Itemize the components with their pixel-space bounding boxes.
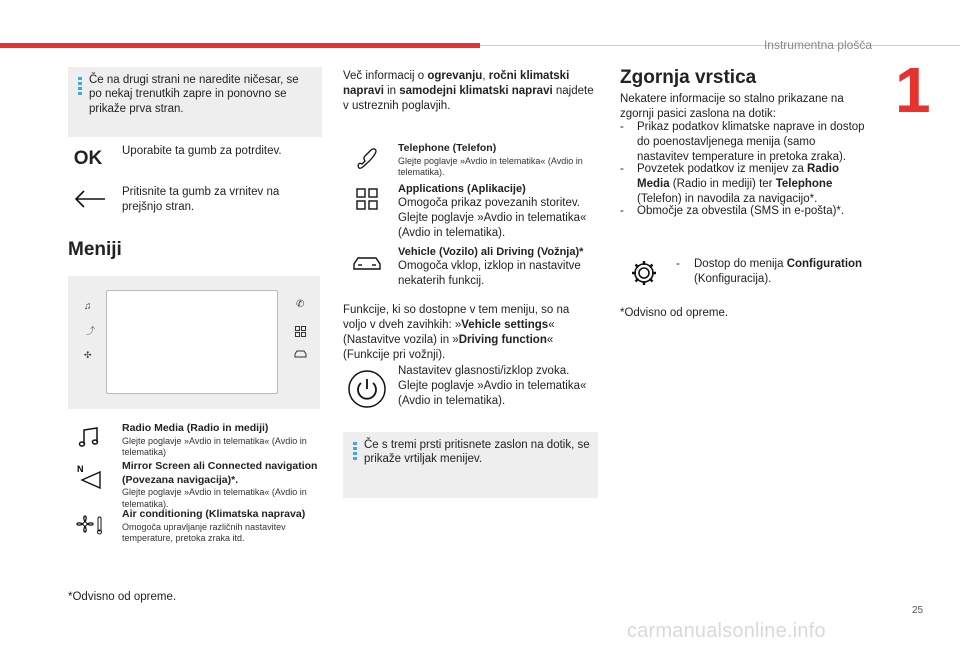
intro-paragraph: Več informacij o ogrevanju, ročni klimatski napravi in samodejni klimatski napravi najdete v ustreznih poglavjih. (343, 70, 594, 112)
car-outline-icon (350, 252, 384, 276)
fan-temperature-icon (72, 510, 106, 538)
item-title: Vehicle (Vozilo) ali Driving (Vožnja)* (398, 246, 584, 258)
menu-item-text: Glejte poglavje »Avdio in telematika« (Avdio in telematika). (122, 487, 307, 509)
info-box-left (68, 67, 322, 137)
header-grey-line (480, 45, 960, 46)
info-icon (353, 442, 357, 460)
top-bar-title: Zgornja vrstica (620, 67, 757, 88)
info-box-middle (343, 432, 598, 498)
bullet-item-2: Povzetek podatkov iz menijev za Radio Media (Radio in mediji) ter Telephone (Telefon) in navodila za navigacijo*. (637, 163, 839, 205)
back-desc: Pritisnite ta gumb za vrnitev na prejšnjo stran. (122, 186, 280, 213)
menu-item-title: Mirror Screen ali Connected navigation (Povezana navigacija)*. (122, 460, 318, 486)
menu-item-air-conditioning (122, 508, 322, 544)
menu-item-text: Glejte poglavje »Avdio in telematika« (Avdio in telematika) (122, 435, 307, 457)
apps-icon (295, 326, 306, 341)
bullet-item-3: Območje za obvestila (SMS in e-pošta)*. (637, 205, 845, 217)
functions-paragraph: Funkcije, ki so dostopne v tem meniju, so na voljo v dveh zavihkih: »Vehicle settings« (Nastavitve vozila) in »Driving function« (Funkcije pri vožnji). (343, 304, 570, 361)
phone-handset-icon (352, 146, 382, 172)
info-icon (78, 77, 82, 95)
item-telephone (398, 142, 598, 178)
top-bar-intro: Nekatere informacije so stalno prikazane na zgornji pasici zaslona na dotik: (620, 93, 844, 120)
item-text: Omogoča vklop, izklop in nastavitve nekaterih funkcij. (398, 260, 581, 288)
back-arrow-icon (72, 188, 108, 210)
bullet-item-1: Prikaz podatkov klimatske naprave in dostop do poenostavljenega menija (samo nastavitev temperature in pretoka zraka). (637, 121, 865, 163)
screen-display (106, 290, 278, 394)
phone-icon: ✆ (296, 299, 305, 310)
svg-text:N: N (77, 464, 84, 474)
config-desc: Dostop do menija Configuration (Konfiguracija). (694, 258, 863, 285)
music-icon: ♫ (84, 301, 92, 312)
info-note: Če na drugi strani ne naredite ničesar, se po nekaj trenutkih zapre in ponovno se prikaže prva stran. (89, 74, 299, 115)
bullet-dash: - (620, 121, 624, 133)
apps-grid-icon (352, 186, 382, 212)
bullet-dash: - (620, 205, 624, 217)
navigation-icon: ⤴ (86, 326, 96, 336)
menu-item-title: Air conditioning (Klimatska naprava) (122, 508, 306, 520)
music-note-icon (74, 424, 104, 450)
footnote-left: *Odvisno od opreme. (68, 591, 177, 603)
menu-item-radio (122, 422, 322, 458)
ok-desc: Uporabite ta gumb za potrditev. (122, 145, 282, 157)
item-applications (398, 182, 598, 241)
item-vehicle (398, 245, 598, 289)
item-title: Telephone (Telefon) (398, 142, 497, 154)
item-text: Omogoča prikaz povezanih storitev. Glejte poglavje »Avdio in telematika« (Avdio in telematika). (398, 197, 587, 240)
navigation-arrow-icon (74, 462, 104, 490)
watermark: carmanualsonline.info (627, 620, 826, 642)
footnote-right: *Odvisno od opreme. (620, 307, 729, 319)
menu-item-navigation (122, 460, 322, 510)
menus-title: Meniji (68, 239, 122, 260)
header-red-bar (0, 43, 480, 48)
info-note: Če s tremi prsti pritisnete zaslon na dotik, se prikaže vrtiljak menijev. (364, 439, 590, 466)
fan-icon: ✣ (84, 350, 92, 360)
chapter-number: 1 (895, 54, 931, 126)
screen-illustration (68, 276, 320, 409)
gear-icon (628, 257, 660, 289)
power-desc: Nastavitev glasnosti/izklop zvoka. Glejte poglavje »Avdio in telematika« (Avdio in telematika). (398, 365, 587, 407)
power-button-icon (346, 368, 388, 410)
page-number: 25 (912, 605, 924, 616)
car-icon (294, 350, 307, 363)
menu-item-title: Radio Media (Radio in mediji) (122, 422, 269, 434)
ok-button-icon: OK (73, 147, 103, 169)
item-title: Applications (Aplikacije) (398, 183, 526, 195)
bullet-dash: - (620, 163, 624, 175)
section-title: Instrumentna plošča (763, 38, 872, 52)
menu-item-text: Omogoča upravljanje različnih nastavitev temperature, pretoka zraka itd. (122, 521, 286, 543)
config-dash: - (676, 258, 680, 270)
item-text: Glejte poglavje »Avdio in telematika« (Avdio in telematika). (398, 155, 583, 177)
